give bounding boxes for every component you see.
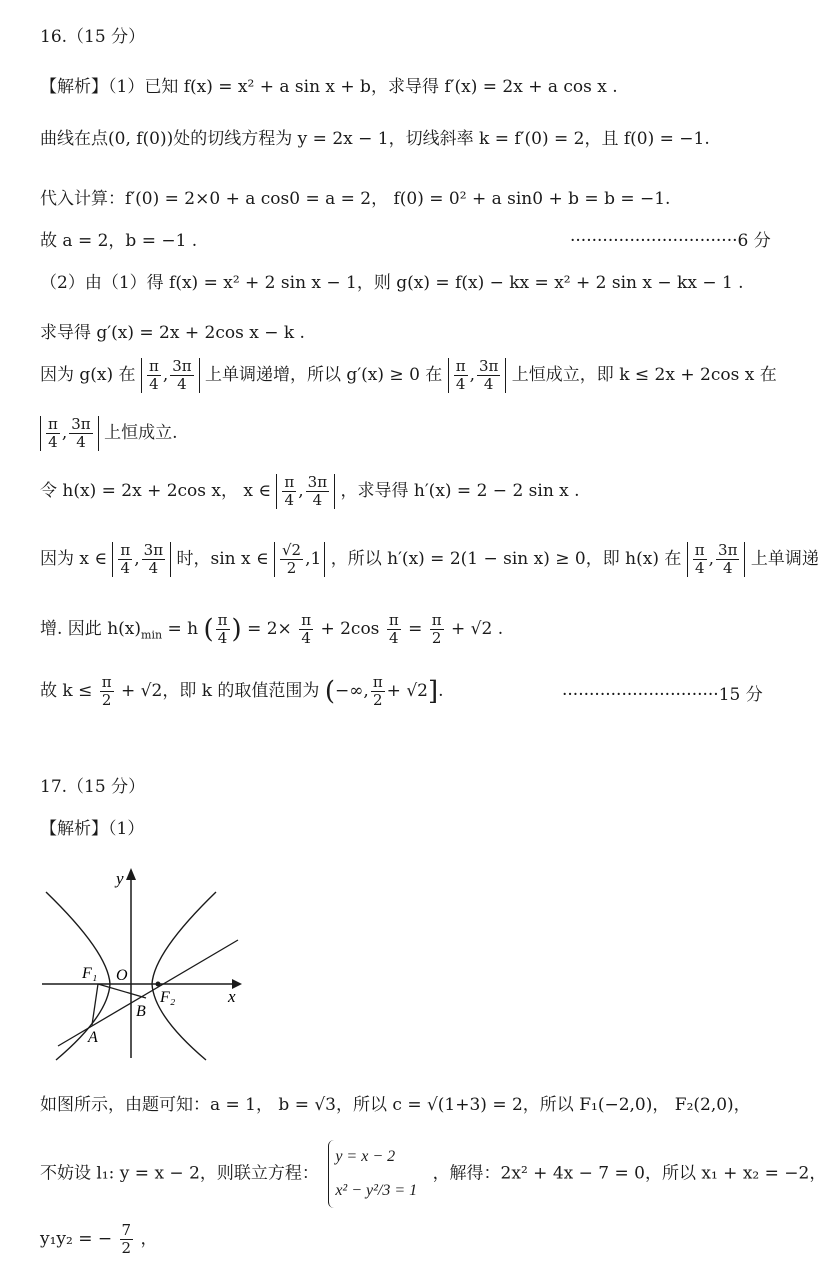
text-segment: 不妨设 l₁: y = x − 2，则联立方程： (40, 1163, 319, 1184)
y-axis-arrow (126, 868, 136, 880)
fraction: $\frac{\pi}{4}$ (694, 541, 705, 577)
fraction: $\frac{3\pi}{4}$ (307, 473, 328, 509)
fraction: $\frac{\pi}{4}$ (120, 541, 131, 577)
hyperbola-right-branch (152, 892, 216, 1060)
interval-bracket: $\frac{\pi}{4}$ , $\frac{3\pi}{4}$ (276, 474, 335, 509)
fraction: $\frac{\pi}{2}$ (431, 611, 442, 647)
text-segment: = 2× (247, 619, 292, 639)
label-o: O (116, 967, 128, 984)
q16-line-1: 【解析】（1）已知 f(x) = x² + a sin x + b，求导得 f′(x) = 2x + a cos x . (40, 77, 618, 97)
q16-line-7 (40, 358, 777, 393)
q16-line-4: 故 a = 2，b = −1 . (40, 231, 198, 251)
q16-line-8 (40, 416, 177, 451)
text-segment: y₁y₂ = − (40, 1229, 113, 1249)
interval-bracket: $\frac{\pi}{4}$ , $\frac{3\pi}{4}$ (112, 542, 171, 577)
fraction: $\frac{3\pi}{4}$ (71, 415, 91, 451)
text-segment: = (408, 619, 423, 639)
fraction: $\frac{3\pi}{4}$ (172, 357, 192, 393)
text-segment: 上单调递 (750, 549, 819, 569)
equation-system (328, 1140, 423, 1208)
text-segment: + 2cos (320, 619, 380, 639)
q16-line-3: 代入计算：f′(0) = 2×0 + a cos0 = a = 2， f(0) = 0² + a sin0 + b = b = −1. (40, 189, 671, 209)
text-segment: ，求导得 h′(x) = 2 − 2 sin x . (340, 481, 580, 501)
interval-bracket: $\frac{√2}{2}$ ,1 (274, 542, 325, 577)
text-segment: + √2 . (451, 619, 504, 639)
score-marker-6: ·······························6 分 (570, 231, 771, 251)
system-eq-1: y = x − 2 (335, 1148, 396, 1165)
score-marker-15: ·····························15 分 (562, 685, 763, 705)
text-segment: ， (140, 1229, 158, 1249)
fraction: $\frac{7}{2}$ (121, 1221, 132, 1257)
text-segment: 因为 g(x) 在 (40, 365, 136, 385)
fraction: $\frac{\pi}{2}$ (101, 673, 112, 709)
point-f2 (156, 982, 161, 987)
text-segment: + √2，即 k 的取值范围为 (121, 681, 320, 701)
fraction: $\frac{\pi}{4}$ (48, 415, 58, 451)
q17-line-1: 【解析】（1） (40, 819, 145, 839)
q16-line-2: 曲线在点(0, f(0))处的切线方程为 y = 2x − 1，切线斜率 k = f′(0) = 2，且 f(0) = −1. (40, 129, 710, 149)
q16-line-10 (40, 542, 819, 577)
text-segment: 故 k ≤ (40, 681, 93, 701)
label-f2: F₂ (160, 989, 176, 1006)
fraction: $\frac{\pi}{4}$ (455, 357, 466, 393)
fraction: $\frac{\pi}{4}$ (148, 357, 159, 393)
text-segment: ，所以 h′(x) = 2(1 − sin x) ≥ 0，即 h(x) 在 (330, 549, 682, 569)
interval-bracket: $\frac{\pi}{4}$ , $\frac{3\pi}{4}$ (40, 416, 99, 451)
line-l1 (58, 940, 238, 1046)
text-segment: 令 h(x) = 2x + 2cos x， x ∈ (40, 481, 271, 501)
text-segment: 因为 x ∈ (40, 549, 107, 569)
hyperbola-figure (38, 860, 258, 1070)
text-segment: 上恒成立，即 k ≤ 2x + 2cos x 在 (511, 365, 777, 385)
text-segment: 时，sin x ∈ (176, 549, 269, 569)
q16-line-11: 增. 因此 $h(x)_{min} = h$ ( $\frac{\pi}{4}$ ) = 2× $\frac{\pi}{4}$ + 2cos $\frac{\pi}{4}$ = $\frac{\pi}{2}$ + √2 . (40, 611, 504, 647)
text-segment: 上恒成立. (104, 423, 178, 443)
fraction: $\frac{3\pi}{4}$ (718, 541, 738, 577)
fraction: $\frac{\pi}{4}$ (284, 473, 295, 509)
q17-line-3 (40, 1140, 826, 1208)
text-segment: = h (167, 619, 199, 639)
text-segment: ，解得：2x² + 4x − 7 = 0，所以 x₁ + x₂ = −2， (432, 1163, 827, 1184)
interval-bracket: $\frac{\pi}{4}$ , $\frac{3\pi}{4}$ (687, 542, 746, 577)
fraction: $\frac{\pi}{4}$ (301, 611, 312, 647)
q16-line-9 (40, 474, 580, 509)
q16-header: 16.（15 分） (40, 27, 146, 47)
text-segment: 上单调递增，所以 g′(x) ≥ 0 在 (205, 365, 443, 385)
fraction: $\frac{\pi}{4}$ (217, 611, 228, 647)
text-segment: 增. 因此 h(x) (40, 619, 142, 639)
fraction: $\frac{3\pi}{4}$ (143, 541, 164, 577)
fraction: $\frac{√2}{2}$ (281, 541, 302, 577)
system-eq-2: x² − y²/3 = 1 (335, 1182, 418, 1199)
label-f1: F₁ (82, 965, 98, 982)
segment-f1-b (98, 984, 146, 998)
q17-header: 17.（15 分） (40, 777, 146, 797)
q16-line-5: （2）由（1）得 f(x) = x² + 2 sin x − 1，则 g(x) = f(x) − kx = x² + 2 sin x − kx − 1 . (40, 273, 744, 293)
label-x: x (228, 987, 236, 1006)
q16-line-12: 故 k ≤ $\frac{\pi}{2}$ + √2，即 k 的取值范围为 (−∞, $\frac{\pi}{2}$ + √2]. (40, 673, 444, 709)
interval-bracket: $\frac{\pi}{4}$ , $\frac{3\pi}{4}$ (448, 358, 507, 393)
q17-line-2: 如图所示，由题可知：a = 1， b = √3，所以 c = √(1+3) = 2，所以 F₁(−2,0)， F₂(2,0)， (40, 1095, 751, 1115)
interval-bracket: $\frac{\pi}{4}$ , $\frac{3\pi}{4}$ (141, 358, 200, 393)
subscript-min: min (141, 628, 163, 642)
label-y: y (116, 869, 124, 888)
fraction: $\frac{3\pi}{4}$ (478, 357, 499, 393)
q17-line-4 (40, 1222, 158, 1257)
fraction: $\frac{\pi}{2}$ (372, 673, 383, 709)
fraction: $\frac{\pi}{4}$ (388, 611, 399, 647)
q16-line-6: 求导得 g′(x) = 2x + 2cos x − k . (40, 323, 305, 343)
label-b: B (136, 1003, 146, 1020)
label-a: A (88, 1029, 98, 1046)
